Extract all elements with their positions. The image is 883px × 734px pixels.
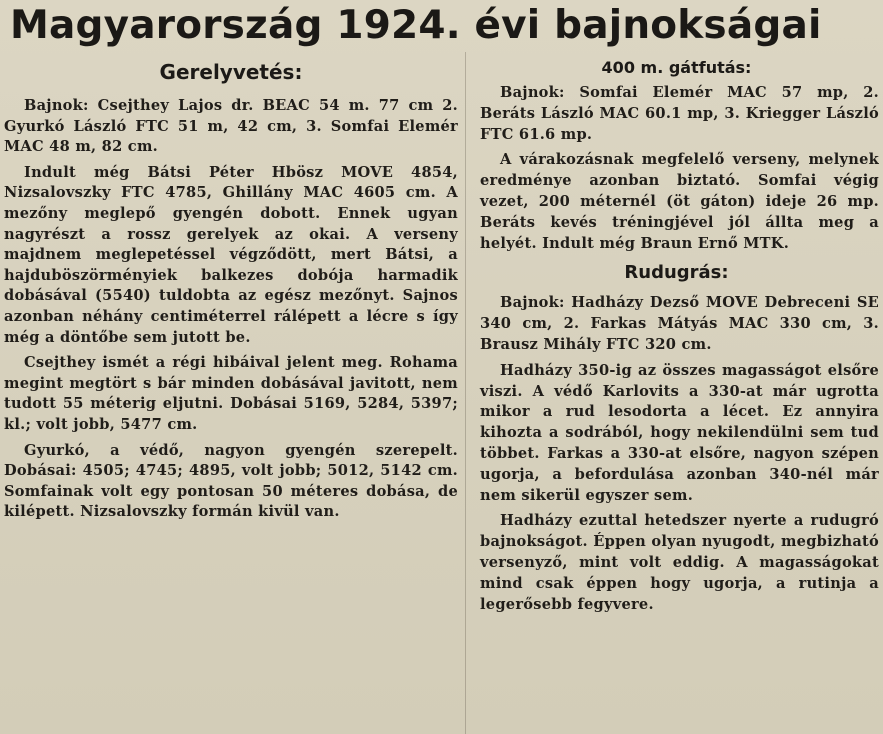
javelin-section-title: Gerelyvetés: bbox=[159, 60, 303, 84]
pole-vault-section-title: Rudugrás: bbox=[624, 262, 729, 284]
hurdles-paragraph: A várakozásnak megfelelő verseny, melynek eredménye azonban biztató. Somfai végig vezet, 200 méternél (öt gáton) ideje 26 mp. Beráts kevés tréningjével jól állta meg a helyét. Indult még Braun Ernő MTK. bbox=[480, 151, 879, 252]
pole-vault-paragraph: Hadházy ezuttal hetedszer nyerte a rudugró bajnokságot. Éppen olyan nyugodt, megbizható versenyző, mint volt eddig. A magasságokat mind csak éppen hogy ugorja, a rutinja a legerősebb fegyvere. bbox=[480, 512, 879, 613]
hurdles-section-title: 400 m. gátfutás: bbox=[601, 58, 752, 77]
left-column bbox=[0, 52, 462, 734]
javelin-paragraph: Bajnok: Csejthey Lajos dr. BEAC 54 m. 77 cm 2. Gyurkó László FTC 51 m, 42 cm, 3. Somfai Elemér MAC 48 m, 82 cm. bbox=[4, 97, 458, 156]
pole-vault-paragraph: Bajnok: Hadházy Dezső MOVE Debreceni SE 340 cm, 2. Farkas Mátyás MAC 330 cm, 3. Brausz Mihály FTC 320 cm. bbox=[480, 294, 879, 353]
javelin-paragraph: Gyurkó, a védő, nagyon gyengén szerepelt. Dobásai: 4505; 4745; 4895, volt jobb; 5012, 5142 cm. Somfainak volt egy pontosan 50 méteres dobása, de kilépett. Nizsalovszky formán kivül van. bbox=[4, 441, 458, 521]
hurdles-paragraph: Bajnok: Somfai Elemér MAC 57 mp, 2. Beráts László MAC 60.1 mp, 3. Kriegger László FTC 61.6 mp. bbox=[480, 84, 879, 143]
javelin-paragraph: Indult még Bátsi Péter Hbösz MOVE 4854, Nizsalovszky FTC 4785, Ghillány MAC 4605 cm. A mezőny meglepő gyengén dobott. Ennek ugyan nagyrészt a rossz gerelyek az okai. A verseny majdnem meglepetéssel végződött, mert Bátsi, a hajduböszörményiek balkezes dobója harmadik dobásával (5540) tuldobta az egész mezőnyt. Sajnos azonban néhány centiméterrel rálépett a lécre s így még a döntőbe sem jutott be. bbox=[4, 163, 458, 346]
javelin-paragraph: Csejthey ismét a régi hibáival jelent meg. Rohama megint megtört s bár minden dobásával javitott, nem tudott 55 méterig eljutni. Dobásai 5169, 5284, 5397; kl.; volt jobb, 5477 cm. bbox=[4, 354, 458, 433]
right-column bbox=[470, 52, 883, 734]
headline: Magyarország 1924. évi bajnokságai bbox=[10, 3, 822, 48]
pole-vault-paragraph: Hadházy 350-ig az összes magasságot elsőre viszi. A védő Karlovits a 330-at már ugrotta mikor a rud lesodorta a lécet. Ez annyira kihozta a sodrából, hogy nekilendülni sem tud többet. Farkas a 330-at elsőre, nagyon szépen ugorja, a befordulása azonban 340-nél már nem sikerül egyszer sem. bbox=[480, 361, 879, 504]
column-divider bbox=[465, 52, 466, 734]
